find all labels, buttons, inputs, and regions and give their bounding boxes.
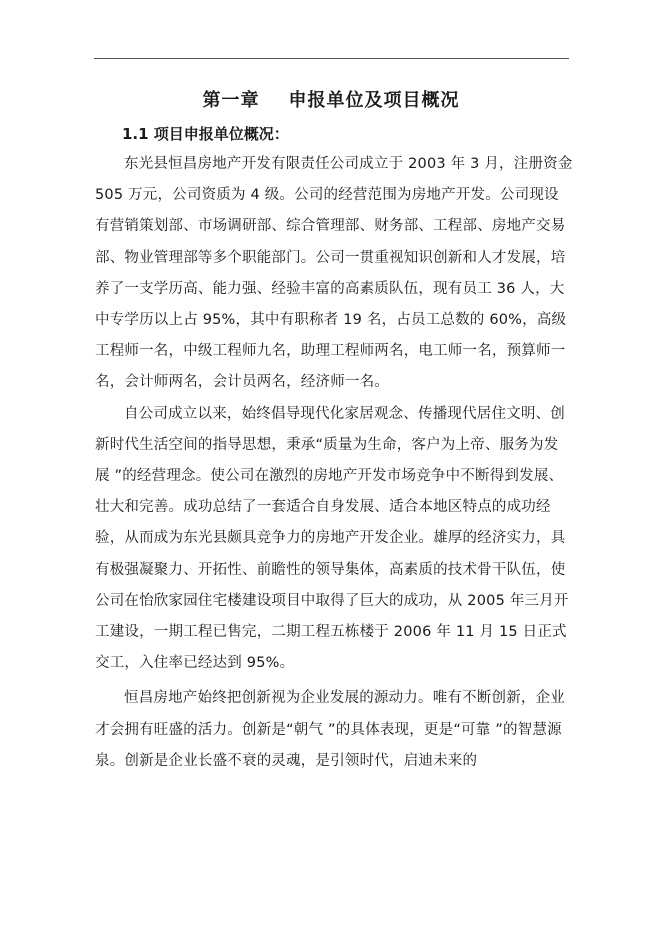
chapter-title: 第一章 申报单位及项目概况	[202, 90, 460, 111]
paragraph-company-philosophy: 自公司成立以来，始终倡导现代化家居观念、传播现代居住文明、创新时代生活空间的指导思想，秉承“质量为生命，客户为上帝、服务为发展 ”的经营理念。使公司在激烈的房地产开发市场竞争中不断得到发展、壮大和完善。成功总结了一套适合自身发展、适合本地区特点的成功经验，从而成为东光县颇具竞争力的房地产开发企业。雄厚的经济实力，具有极强凝聚力、开拓性、前瞻性的领导集体，高素质的技术骨干队伍，使公司在怡欣家园住宅楼建设项目中取得了巨大的成功，从 2005 年三月开工建设，一期工程已售完，二期工程五栋楼于 2006 年 11 月 15 日正式交工，入住率已经达到 95%。	[95, 405, 569, 672]
body-text	[95, 149, 573, 777]
paragraph-innovation: 恒昌房地产始终把创新视为企业发展的源动力。唯有不断创新，企业才会拥有旺盛的活力。创新是“朝气 ”的具体表现，更是“可靠 ”的智慧源泉。创新是企业长盛不衰的灵魂，是引领时代，启迪未来的	[95, 690, 565, 769]
section-heading: 1.1 项目申报单位概况：	[122, 125, 289, 143]
paragraph-company-overview: 东光县恒昌房地产开发有限责任公司成立于 2003 年 3 月，注册资金 505 万元，公司资质为 4 级。公司的经营范围为房地产开发。公司现设有营销策划部、市场调研部、综合管理部、财务部、工程部、房地产交易部、物业管理部等多个职能部门。公司一贯重视知识创新和人才发展，培养了一支学历高、能力强、经验丰富的高素质队伍，现有员工 36 人，大中专学历以上占 95%，其中有职称者 19 名，占员工总数的 60%，高级工程师一名，中级工程师九名，助理工程师两名，电工师一名，预算师一名，会计师两名，会计员两名，经济师一名。	[95, 156, 573, 391]
header-divider	[94, 58, 569, 59]
